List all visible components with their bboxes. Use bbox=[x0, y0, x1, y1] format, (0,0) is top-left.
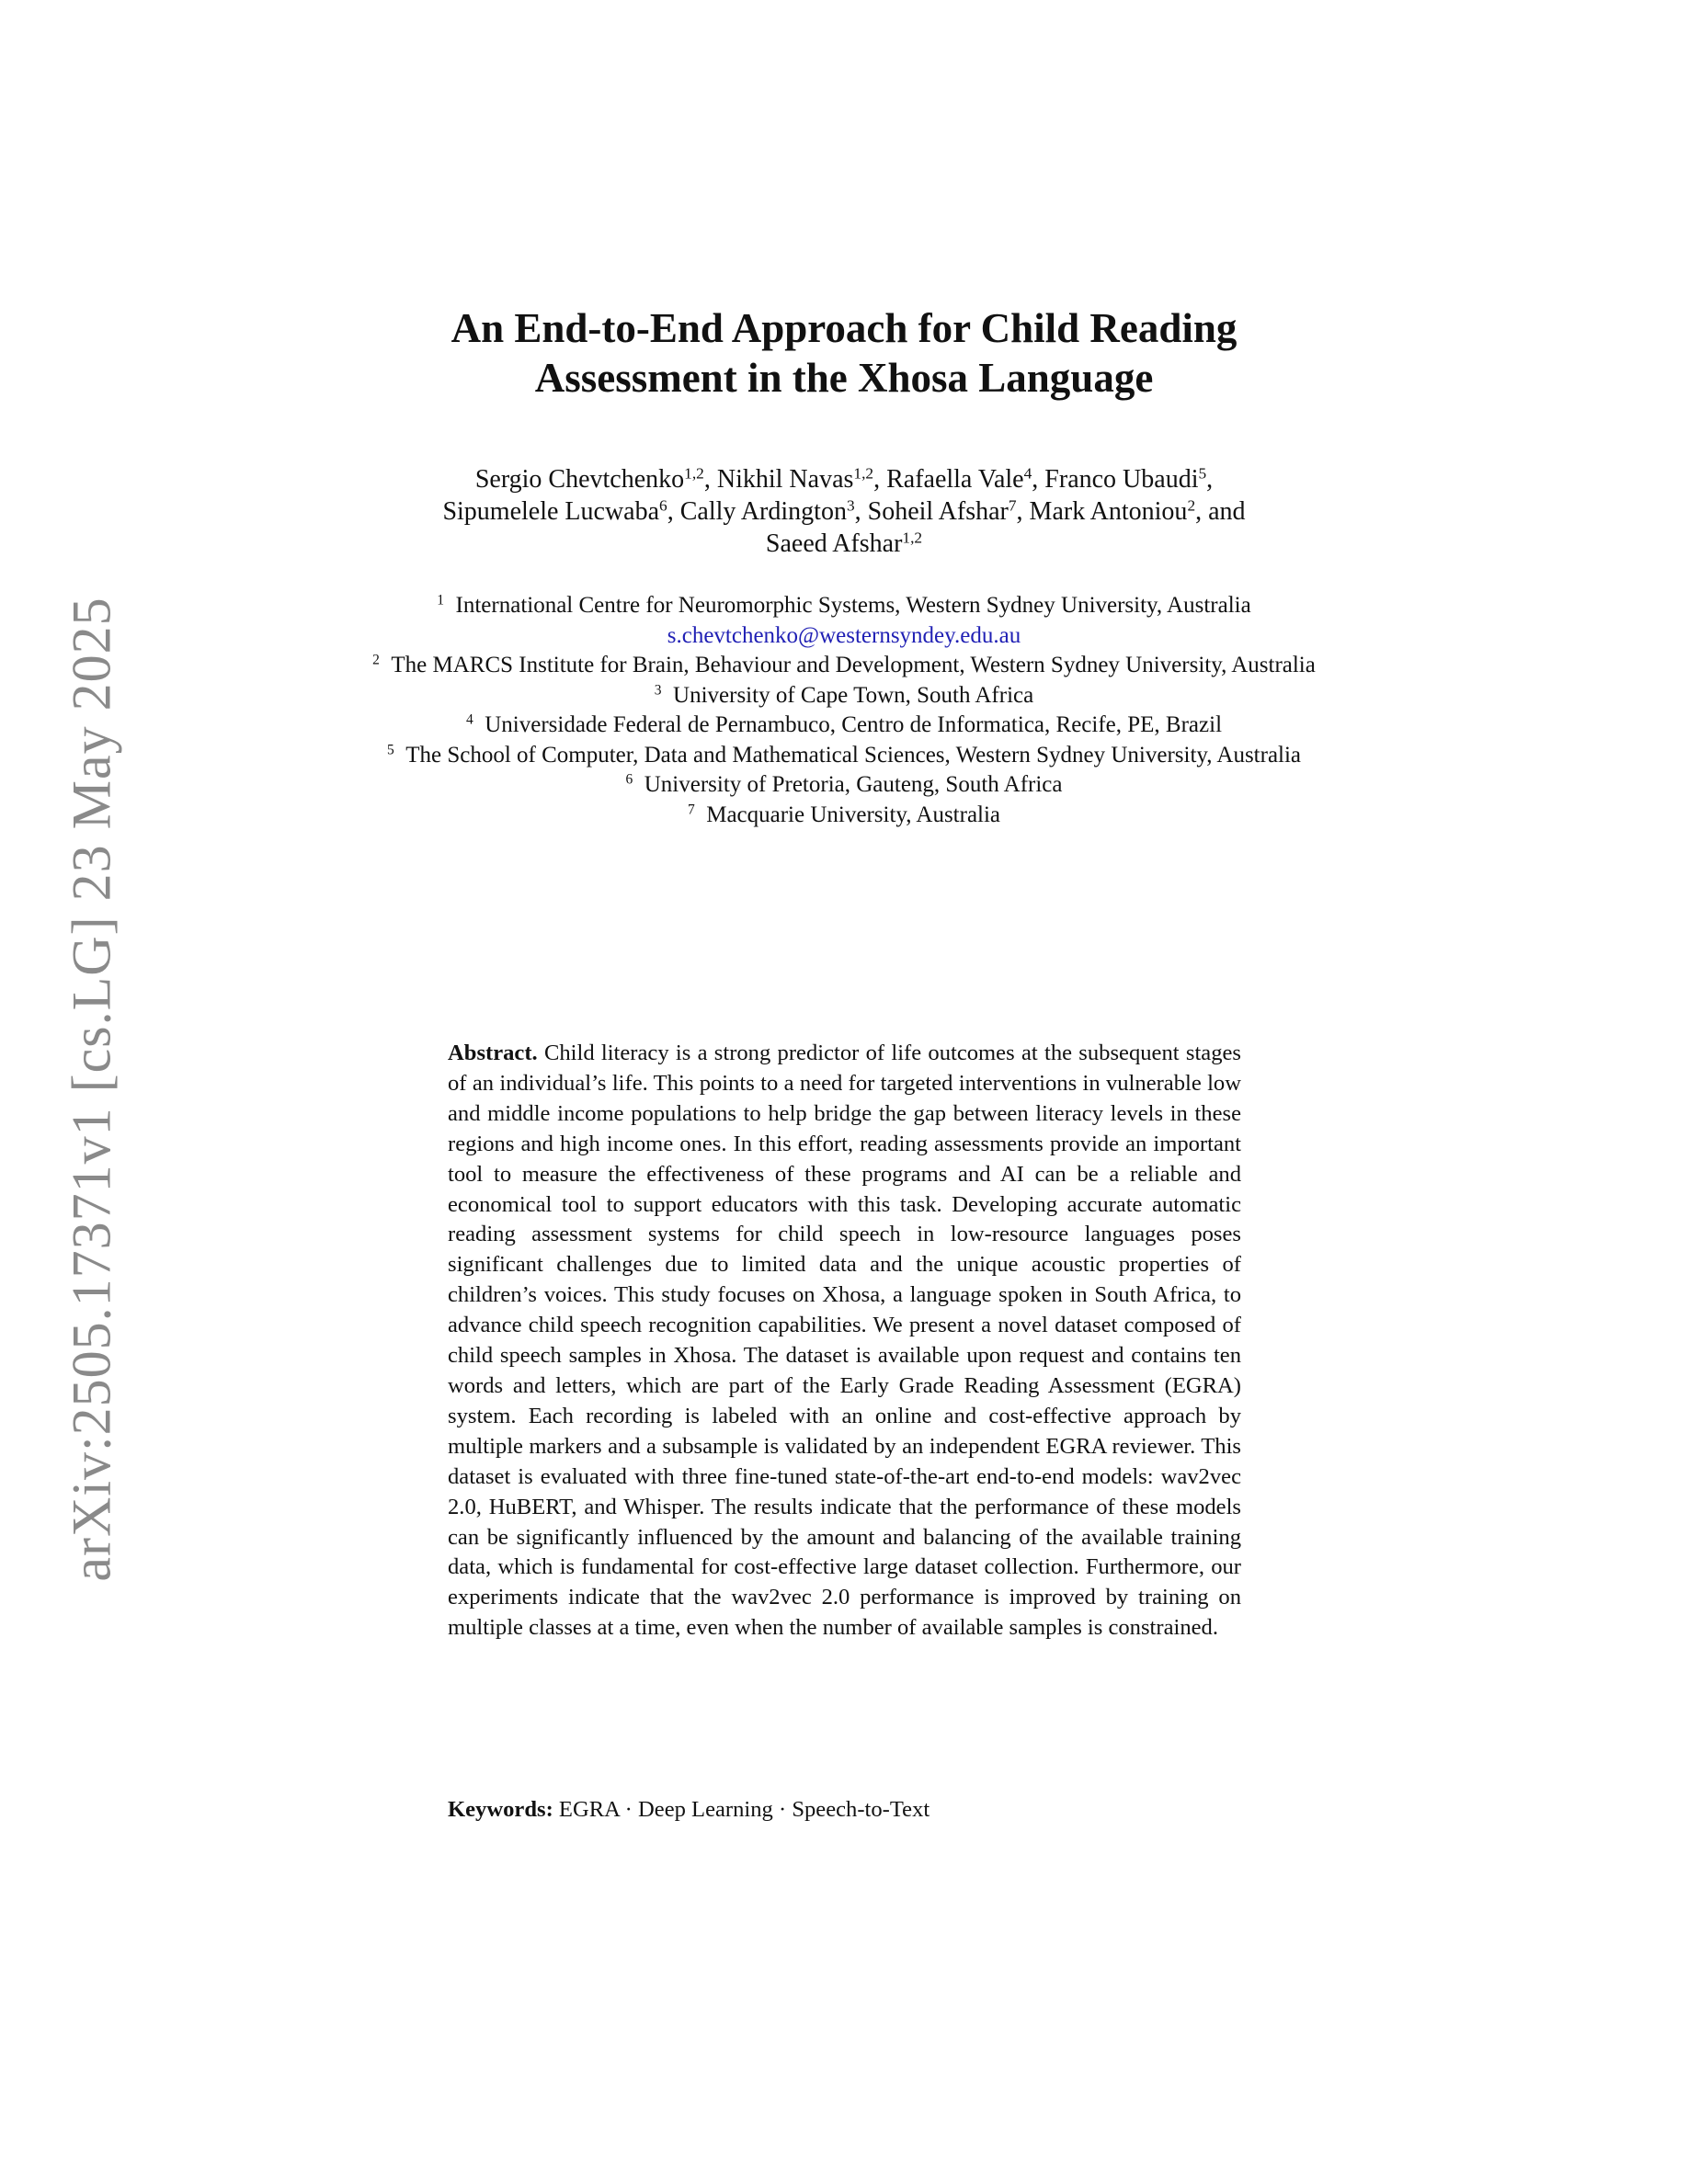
author-name: Soheil Afshar bbox=[867, 497, 1009, 526]
author-name: Nikhil Navas bbox=[716, 465, 854, 494]
keyword: EGRA bbox=[558, 1797, 620, 1822]
affiliation-number: 3 bbox=[654, 681, 662, 698]
author-name: Saeed Afshar bbox=[765, 529, 903, 558]
author-name: Sergio Chevtchenko bbox=[474, 465, 685, 494]
affiliation-text: The School of Computer, Data and Mathematical Sciences, Western Sydney University, Australia bbox=[405, 742, 1302, 768]
title-line: An End-to-End Approach for Child Reading bbox=[451, 305, 1237, 351]
arxiv-identifier-stamp: arXiv:2505.17371v1 [cs.LG] 23 May 2025 bbox=[61, 597, 122, 1582]
author-affiliation-mark: 5 bbox=[1198, 464, 1207, 483]
author-name: Rafaella Vale bbox=[886, 465, 1024, 494]
author bbox=[766, 529, 922, 558]
affiliation bbox=[292, 681, 1396, 711]
author bbox=[868, 497, 1030, 526]
author bbox=[1044, 465, 1213, 494]
author bbox=[717, 465, 886, 494]
author bbox=[442, 497, 679, 526]
author-affiliation-mark: 7 bbox=[1008, 496, 1017, 515]
paper-title bbox=[292, 303, 1396, 403]
affiliation-number: 7 bbox=[687, 801, 695, 817]
author-name: Mark Antoniou bbox=[1029, 497, 1188, 526]
author-name: Cally Ardington bbox=[679, 497, 847, 526]
affiliation-number: 5 bbox=[386, 741, 394, 757]
affiliation-text: International Centre for Neuromorphic Systems, Western Sydney University, Australia bbox=[455, 593, 1251, 618]
author-separator: , and bbox=[1195, 497, 1246, 526]
affiliation bbox=[292, 801, 1396, 831]
contact-email[interactable] bbox=[292, 621, 1396, 652]
abstract-label: Abstract. bbox=[448, 1041, 538, 1065]
author bbox=[475, 465, 717, 494]
author-affiliation-mark: 6 bbox=[659, 496, 667, 515]
author-name: Sipumelele Lucwaba bbox=[442, 497, 660, 526]
keywords bbox=[448, 1795, 1241, 1826]
email-text: s.chevtchenko@westernsyndey.edu.au bbox=[667, 622, 1021, 648]
author-separator: , bbox=[1206, 465, 1214, 494]
author bbox=[1030, 497, 1246, 526]
author-affiliation-mark: 1,2 bbox=[853, 464, 874, 483]
author-affiliation-mark: 1,2 bbox=[902, 529, 923, 547]
affiliation bbox=[292, 741, 1396, 771]
author-affiliation-mark: 2 bbox=[1187, 496, 1196, 515]
affiliation-number: 2 bbox=[372, 652, 380, 668]
keyword-separator: · bbox=[619, 1797, 639, 1822]
author-list bbox=[292, 463, 1396, 560]
keyword-separator: · bbox=[772, 1797, 793, 1822]
affiliation bbox=[292, 711, 1396, 741]
author-affiliation-mark: 3 bbox=[846, 496, 855, 515]
author-name: Franco Ubaudi bbox=[1044, 465, 1199, 494]
keyword: Speech-to-Text bbox=[792, 1797, 930, 1822]
affiliation bbox=[292, 651, 1396, 681]
author bbox=[680, 497, 868, 526]
affiliation-text: Macquarie University, Australia bbox=[706, 802, 1001, 827]
abstract bbox=[448, 1039, 1241, 1644]
affiliation-text: The MARCS Institute for Brain, Behaviour and Development, Western Sydney University, Australia bbox=[391, 653, 1316, 677]
affiliation-list bbox=[292, 591, 1396, 830]
author-separator: , bbox=[1032, 465, 1045, 494]
author-separator: , bbox=[667, 497, 680, 526]
author-affiliation-mark: 1,2 bbox=[684, 464, 704, 483]
affiliation-number: 6 bbox=[625, 771, 633, 788]
affiliation bbox=[292, 770, 1396, 801]
keyword: Deep Learning bbox=[638, 1797, 773, 1822]
author-separator: , bbox=[703, 465, 717, 494]
keywords-label: Keywords: bbox=[448, 1797, 553, 1822]
affiliation-text: Universidade Federal de Pernambuco, Centro de Informatica, Recife, PE, Brazil bbox=[485, 712, 1223, 737]
affiliation-number: 4 bbox=[465, 711, 473, 728]
author-separator: , bbox=[854, 497, 868, 526]
affiliation-text: University of Cape Town, South Africa bbox=[673, 682, 1034, 708]
affiliation bbox=[292, 591, 1396, 621]
author-separator: , bbox=[1016, 497, 1030, 526]
affiliation-number: 1 bbox=[437, 592, 445, 609]
author bbox=[886, 465, 1044, 494]
keywords-items bbox=[559, 1797, 930, 1822]
affiliation-text: University of Pretoria, Gauteng, South Africa bbox=[644, 772, 1063, 797]
author-separator: , bbox=[873, 465, 887, 494]
author-affiliation-mark: 4 bbox=[1023, 464, 1032, 483]
title-line: Assessment in the Xhosa Language bbox=[534, 355, 1154, 401]
abstract-text: Child literacy is a strong predictor of life outcomes at the subsequent stages of an individual’s life. This points to a need for targeted interventions in vulnerable low and middle income populations to help bridge the gap between literacy levels in these regions and high income ones. In this effort, reading assessments provide an important tool to measure the effectiveness of these programs and AI can be a reliable and economical tool to support educators with this task. Developing accurate automatic reading assessment systems for child speech in low-resource languages poses significant challenges due to limited data and the unique acoustic properties of children’s voices. This study focuses on Xhosa, a language spoken in South Africa, to advance child speech recognition capabilities. We present a novel dataset composed of child speech samples in Xhosa. The dataset is available upon request and contains ten words and letters, which are part of the Early Grade Reading Assessment (EGRA) system. Each recording is labeled with an online and cost-effective approach by multiple markers and a subsample is validated by an independent EGRA reviewer. This dataset is evaluated with three fine-tuned state-of-the-art end-to-end models: wav2vec 2.0, HuBERT, and Whisper. The results indicate that the performance of these models can be significantly influenced by the amount and balancing of the available training data, which is fundamental for cost-effective large dataset collection. Furthermore, our experiments indicate that the wav2vec 2.0 performance is improved by training on multiple classes at a time, even when the number of available samples is constrained. bbox=[448, 1041, 1241, 1641]
